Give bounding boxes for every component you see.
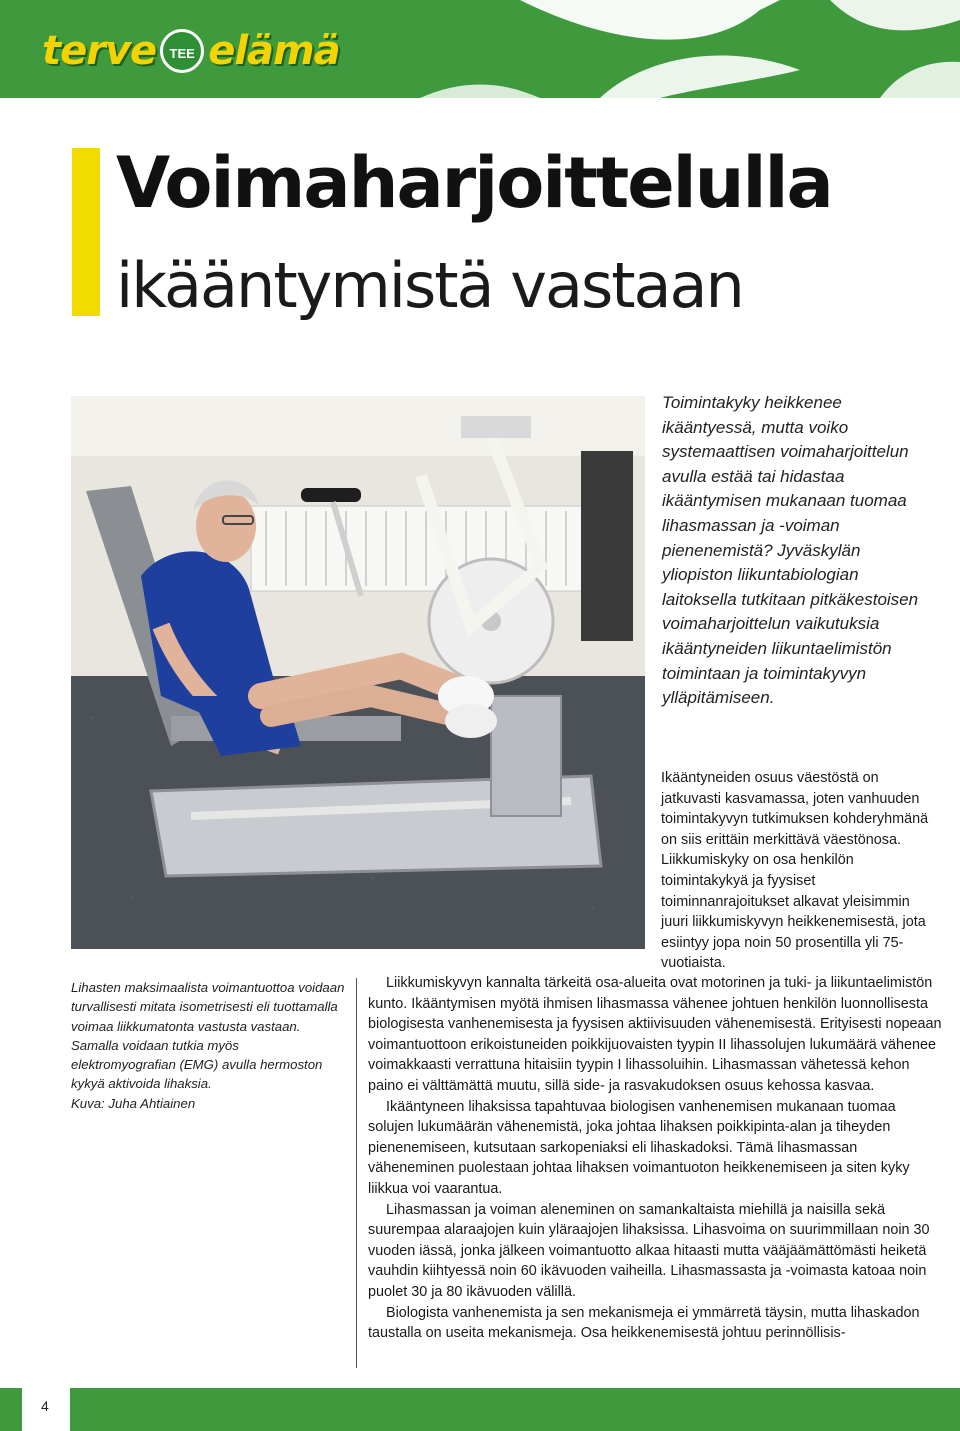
- body-paragraph: Liikkumiskyvyn kannalta tärkeitä osa-alueita ovat motorinen ja tuki- ja liikuntaelimistön kunto. Ikääntymisen myötä ihmisen lihasmassa vähenee johtuen henkilön luonnollisesta biologisesta vanhenemisesta ja fyysisen aktiivisuuden vähenemisestä. Erityisesti nopeaan voimantuottoon erikoistuneiden poikkijuovaisten tyypin II lihassolujen lukumäärä vähenee voimakkaasti verrattuna hitaisiin tyypin I lihassoluihin. Lihasmassan vähetessä kehon paino ei välttämättä muutu, sillä side- ja rasvakudoksen osuus kehossa kasvaa.: [368, 975, 942, 1094]
- header-band: [0, 0, 960, 98]
- title-accent-bar: [72, 148, 100, 316]
- page-number: 4: [41, 1398, 49, 1414]
- logo-word-left: terve: [42, 28, 157, 74]
- article-ingress: Toimintakyky heikkenee ikääntyessä, mutta voiko systemaattisen voimaharjoittelun avulla estää tai hidastaa ikääntymisen mukanaan tuomaa lihasmassan ja -voiman pienenemistä? Jyväskylän yliopiston liikuntabiologian laitoksella tutkitaan pitkäkestoisen voimaharjoittelun vaikutuksia ikääntyneiden liikuntaelimistön toimintaan ja toimintakyvyn ylläpitämiseen.: [662, 393, 919, 708]
- photo-credit: Kuva: Juha Ahtiainen: [71, 1095, 196, 1111]
- photo-caption: [71, 978, 346, 1113]
- magazine-logo: [42, 26, 340, 76]
- article-body: [368, 973, 943, 1344]
- column-divider: [356, 978, 357, 1368]
- logo-word-right: elämä: [208, 28, 340, 74]
- page-subtitle: ikääntymistä vastaan: [116, 249, 743, 322]
- body-paragraph: Biologista vanhenemista ja sen mekanismeja ei ymmärretä täysin, mutta lihaskadon taustalla on useita mekanismeja. Osa heikkenemisestä johtuu perinnöllisis-: [368, 1304, 920, 1342]
- photo-illustration: [71, 396, 645, 949]
- article-column-right: Ikääntyneiden osuus väestöstä on jatkuvasti kasvamassa, joten vanhuuden toimintakyvyn tutkimuksen kohderyhmänä on siis erittäin merkittävä väestönosa. Liikkumiskyky on osa henkilön toimintakykyä ja fyysiset toiminnanrajoitukset alkavat yleisimmin juuri liikkumiskyvyn heikkenemisestä, jota esiintyy jopa noin 50 prosentilla yli 75-vuotiaista.: [661, 770, 929, 972]
- body-paragraph: Ikääntyneen lihaksissa tapahtuvaa biologisen vanhenemisen mukanaan tuomaa solujen lukumäärän vähenemistä, joka johtaa lihaksen poikkipinta-alan ja tiheyden pienenemiseen, kutsutaan sarkopeniaksi eli lihaskadoksi. Tämä lihasmassan väheneminen puolestaan johtaa lihaksen voimantuoton heikkenemiseen ja siten kyky liikkua voi vaarantua.: [368, 1098, 910, 1197]
- logo-badge: TEE: [160, 29, 204, 73]
- caption-text: Lihasten maksimaalista voimantuottoa voidaan turvallisesti mitata isometrisesti eli tuottamalla voimaa liikkumatonta vastusta vastaan. Samalla voidaan tutkia myös elektromyografian (EMG) avulla hermoston kykyä aktivoida lihaksia.: [71, 980, 345, 1092]
- footer-band: [0, 1388, 960, 1431]
- body-paragraph: Lihasmassan ja voiman aleneminen on samankaltaista miehillä ja naisilla sekä suurempaa alaraajojen kuin yläraajojen lihaksissa. Lihasvoima on suurimmillaan noin 30 vuoden iässä, jonka jälkeen voimantuotto alkaa hitaasti mutta vääjäämättömästi heiketä vauhdin kiihtyessä noin 60 ikävuoden vaiheilla. Lihasmassasta ja -voimasta katoaa noin puolet 30 ja 80 ikävuoden välillä.: [368, 1201, 930, 1300]
- article-photo: [71, 396, 645, 949]
- page-title: Voimaharjoittelulla: [116, 142, 832, 224]
